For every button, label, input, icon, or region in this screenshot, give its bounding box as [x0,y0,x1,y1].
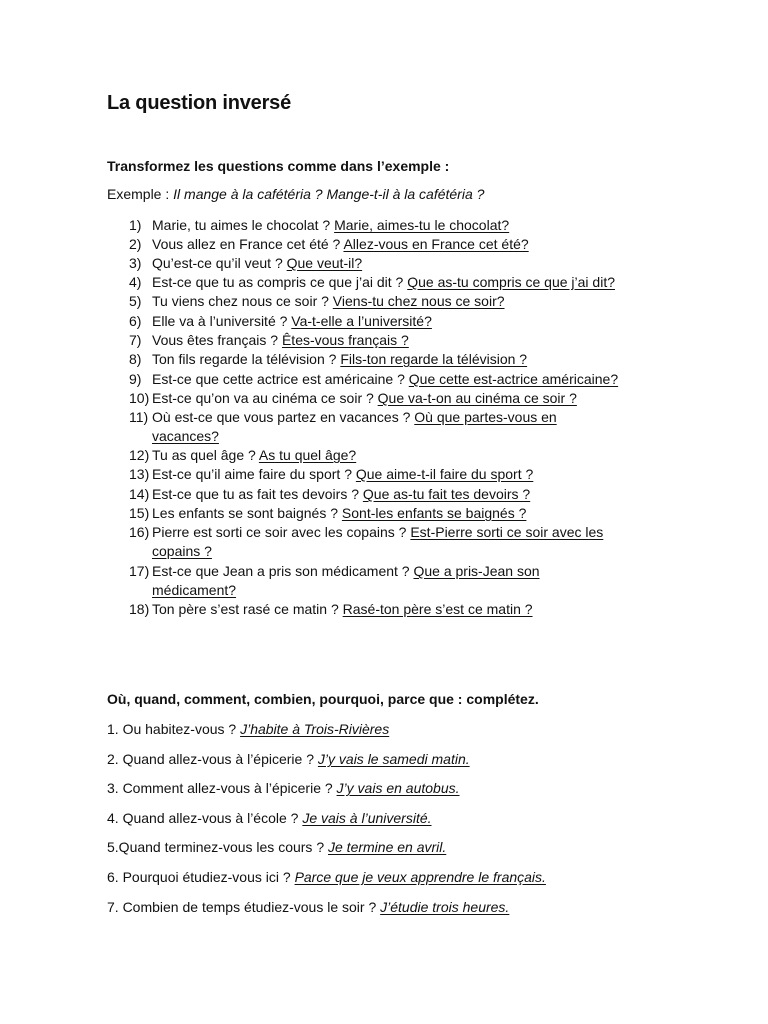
item-number: 3) [129,255,142,271]
item-line [152,293,505,309]
answer-text: J’y vais en autobus. [336,780,460,796]
question-text: 6. Pourquoi étudiez-vous ici ? [107,869,295,885]
question-text: Ton fils regarde la télévision ? [152,351,337,367]
item-line [152,505,526,521]
item-number: 14) [129,486,150,502]
item-number: 8) [129,351,142,367]
question-text: 4. Quand allez-vous à l’école ? [107,810,303,826]
answer-text: Je vais à l’université. [302,810,432,826]
item-number: 16) [129,524,150,540]
question-text: Qu’est-ce qu’il veut ? [152,255,283,271]
example-label: Exemple : [107,186,174,202]
completion-item [107,751,470,767]
answer-continuation [152,428,219,444]
item-number: 15) [129,505,150,521]
question-text: Est-ce que tu as compris ce que j’ai dit ? [152,274,404,290]
answer-text: As tu quel âge? [258,447,357,463]
question-text: Vous allez en France cet été ? [152,236,341,252]
answer-text-continued: médicament? [152,582,237,598]
question-text: Est-ce que cette actrice est américaine ? [152,371,405,387]
item-number: 11) [129,409,149,425]
item-number: 10) [129,390,150,406]
answer-text: Allez-vous en France cet été? [343,236,529,252]
item-line [152,351,527,367]
answer-continuation [152,582,236,598]
answer-continuation [152,543,212,559]
question-text: 1. Ou habitez-vous ? [107,721,241,737]
item-line [152,524,603,540]
item-number: 9) [129,371,142,387]
item-line [152,466,533,482]
answer-text: J’étudie trois heures. [380,899,510,915]
answer-text-continued: vacances? [152,428,219,444]
item-number: 4) [129,274,142,290]
question-text: Est-ce que tu as fait tes devoirs ? [152,486,359,502]
example-line [107,186,484,202]
answer-text: Va-t-elle a l’université? [291,313,432,329]
item-line [152,447,356,463]
item-line [152,409,557,425]
item-number: 17) [129,563,150,579]
question-text: Tu as quel âge ? [152,447,256,463]
answer-text-continued: copains ? [152,543,212,559]
completion-item [107,780,460,796]
item-line [152,371,618,387]
answer-text: Que a pris-Jean son [413,563,540,579]
question-text: Tu viens chez nous ce soir ? [152,293,329,309]
question-text: 3. Comment allez-vous à l’épicerie ? [107,780,337,796]
item-line [152,486,530,502]
answer-text: Où que partes-vous en [414,409,557,425]
item-number: 12) [129,447,150,463]
item-line [152,255,362,271]
item-line [152,390,577,406]
question-text: Est-ce que Jean a pris son médicament ? [152,563,410,579]
item-number: 5) [129,293,142,309]
question-text: 7. Combien de temps étudiez-vous le soir ? [107,899,381,915]
answer-text: Je termine en avril. [328,839,447,855]
question-text: Marie, tu aimes le chocolat ? [152,217,331,233]
answer-text: Que as-tu fait tes devoirs ? [362,486,531,502]
page-title: La question inversé [107,92,292,114]
answer-text: Marie, aimes-tu le chocolat? [334,217,510,233]
answer-text: Êtes-vous français ? [281,332,409,348]
item-line [152,313,432,329]
question-text: Où est-ce que vous partez en vacances ? [152,409,411,425]
item-line [152,274,615,290]
item-number: 7) [129,332,142,348]
answer-text: Que aime-t-il faire du sport ? [355,466,534,482]
item-line [152,236,529,252]
section1-heading: Transformez les questions comme dans l’exemple : [107,158,450,174]
answer-text: J’habite à Trois-Rivières [240,721,390,737]
question-text: Est-ce qu’on va au cinéma ce soir ? [152,390,374,406]
question-text: Pierre est sorti ce soir avec les copains ? [152,524,407,540]
answer-text: Que veut-il? [286,255,363,271]
answer-text: Que cette est-actrice américaine? [408,371,619,387]
answer-text: Que as-tu compris ce que j’ai dit? [407,274,615,290]
completion-item [107,721,389,737]
question-text: Elle va à l’université ? [152,313,288,329]
item-number: 1) [129,217,142,233]
answer-text: Rasé-ton père s’est ce matin ? [342,601,533,617]
answer-text: Que va-t-on au cinéma ce soir ? [377,390,577,406]
item-number: 6) [129,313,142,329]
section2-heading: Où, quand, comment, combien, pourquoi, parce que : complétez. [107,691,539,707]
item-line [152,332,409,348]
item-number: 2) [129,236,142,252]
completion-item [107,839,446,855]
answer-text: Est-Pierre sorti ce soir avec les [410,524,604,540]
item-line [152,217,509,233]
answer-text: Parce que je veux apprendre le français. [294,869,546,885]
question-text: 5.Quand terminez-vous les cours ? [107,839,328,855]
item-number: 13) [129,466,150,482]
item-line [152,601,533,617]
question-text: 2. Quand allez-vous à l’épicerie ? [107,751,318,767]
item-line [152,563,540,579]
question-text: Est-ce qu’il aime faire du sport ? [152,466,352,482]
completion-item [107,869,546,885]
question-text: Les enfants se sont baignés ? [152,505,339,521]
answer-text: Sont-les enfants se baignés ? [341,505,527,521]
item-number: 18) [129,601,150,617]
answer-text: Viens-tu chez nous ce soir? [332,293,505,309]
completion-item [107,810,432,826]
question-text: Vous êtes français ? [152,332,279,348]
question-text: Ton père s’est rasé ce matin ? [152,601,339,617]
completion-item [107,899,509,915]
answer-text: J’y vais le samedi matin. [317,751,470,767]
example-text: Il mange à la cafétéria ? Mange-t-il à la cafétéria ? [173,186,485,202]
answer-text: Fils-ton regarde la télévision ? [340,351,528,367]
